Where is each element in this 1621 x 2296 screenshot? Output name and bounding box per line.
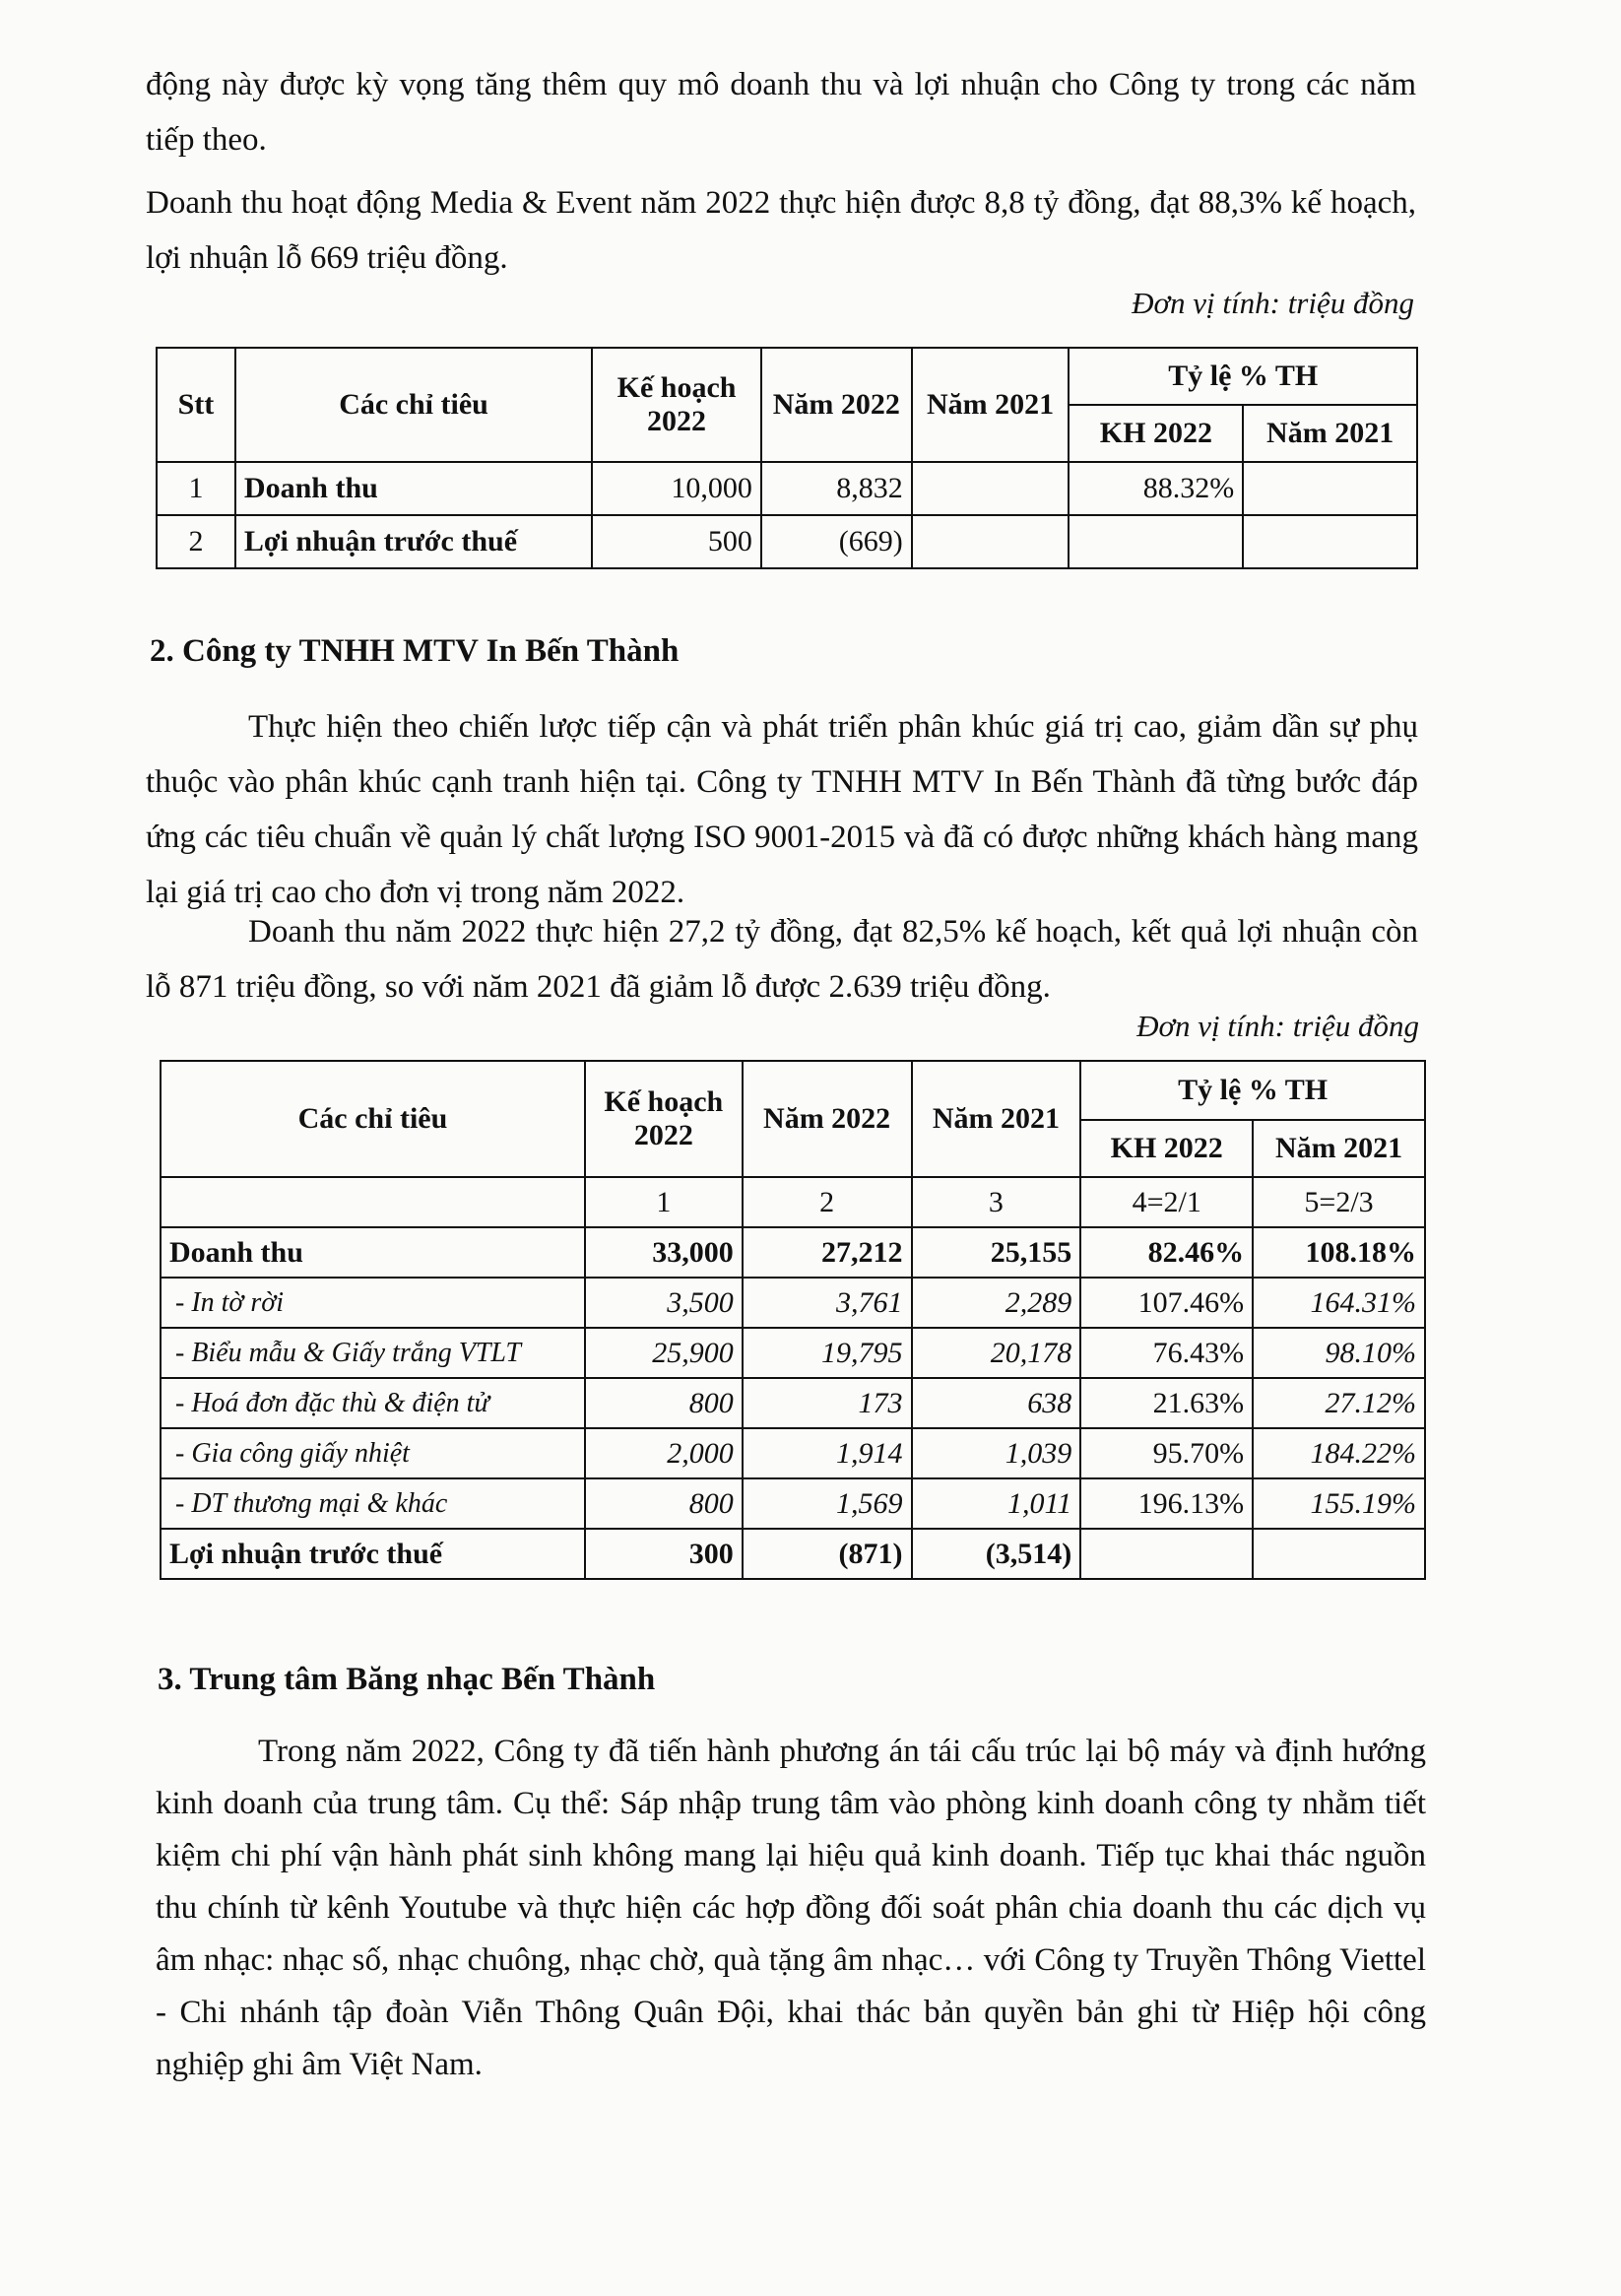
cell-plan: 33,000 (585, 1227, 743, 1278)
cell-year-2021: 2,289 (912, 1278, 1081, 1328)
header-nam-2021: Năm 2021 (1243, 405, 1417, 462)
intro-paragraph-2: Doanh thu hoạt động Media & Event năm 2022 thực hiện được 8,8 tỷ đồng, đạt 88,3% kế hoạch, lợi nhuận lỗ 669 triệu đồng. (146, 185, 1416, 276)
printing-company-table (160, 1060, 1426, 1580)
cell-2021-ratio (1243, 515, 1417, 568)
cell-year-2021 (912, 515, 1070, 568)
cell-year-2022: 27,212 (743, 1227, 912, 1278)
cell-indicator (161, 1177, 585, 1227)
cell-2021-ratio (1253, 1529, 1425, 1579)
section-2-paragraph-2: Doanh thu năm 2022 thực hiện 27,2 tỷ đồng, đạt 82,5% kế hoạch, kết quả lợi nhuận còn lỗ 871 triệu đồng, so với năm 2021 đã giảm lỗ được 2.639 triệu đồng. (146, 914, 1418, 1005)
header-indicator: Các chỉ tiêu (235, 348, 592, 462)
cell-year-2021: 1,011 (912, 1478, 1081, 1529)
header-ratio: Tỷ lệ % TH (1069, 348, 1417, 405)
cell-kh-ratio: 82.46% (1080, 1227, 1253, 1278)
table-row (161, 1428, 1425, 1478)
cell-kh-ratio: 95.70% (1080, 1428, 1253, 1478)
cell-kh-ratio: 88.32% (1069, 462, 1243, 515)
cell-year-2022: 19,795 (743, 1328, 912, 1378)
table-row (161, 1328, 1425, 1378)
table-row (157, 515, 1417, 568)
cell-index: 4=2/1 (1080, 1177, 1253, 1227)
section-2-paragraph-1: Thực hiện theo chiến lược tiếp cận và phát triển phân khúc giá trị cao, giảm dần sự phụ thuộc vào phân khúc cạnh tranh hiện tại. Công ty TNHH MTV In Bến Thành đã từng bước đáp ứng các tiêu chuẩn về quản lý chất lượng ISO 9001-2015 và đã có được những khách hàng mang lại giá trị cao cho đơn vị trong năm 2022. (146, 709, 1418, 910)
cell-plan: 800 (585, 1378, 743, 1428)
cell-plan: 2,000 (585, 1428, 743, 1478)
cell-2021-ratio: 98.10% (1253, 1328, 1425, 1378)
header-plan: Kế hoạch 2022 (585, 1061, 743, 1177)
header-year-2022: Năm 2022 (761, 348, 912, 462)
header-indicator: Các chỉ tiêu (161, 1061, 585, 1177)
header-nam-2021: Năm 2021 (1253, 1120, 1425, 1177)
header-kh-2022: KH 2022 (1069, 405, 1243, 462)
cell-indicator: - In tờ rời (161, 1278, 585, 1328)
cell-year-2022: (669) (761, 515, 912, 568)
cell-plan: 3,500 (585, 1278, 743, 1328)
header-plan: Kế hoạch 2022 (592, 348, 761, 462)
table-row (161, 1278, 1425, 1328)
intro-paragraph-1: động này được kỳ vọng tăng thêm quy mô doanh thu và lợi nhuận cho Công ty trong các năm tiếp theo. (146, 67, 1416, 158)
cell-indicator: Doanh thu (235, 462, 592, 515)
cell-year-2021: (3,514) (912, 1529, 1081, 1579)
cell-kh-ratio: 107.46% (1080, 1278, 1253, 1328)
cell-year-2022: 1,569 (743, 1478, 912, 1529)
header-stt: Stt (157, 348, 235, 462)
header-ratio: Tỷ lệ % TH (1080, 1061, 1425, 1120)
profit-row (161, 1529, 1425, 1579)
cell-stt: 1 (157, 462, 235, 515)
cell-kh-ratio: 76.43% (1080, 1328, 1253, 1378)
section-2-heading: 2. Công ty TNHH MTV In Bến Thành (150, 633, 680, 669)
cell-kh-ratio (1080, 1529, 1253, 1579)
cell-index: 1 (585, 1177, 743, 1227)
table-row (161, 1378, 1425, 1428)
header-kh-2022: KH 2022 (1080, 1120, 1253, 1177)
cell-index: 2 (743, 1177, 912, 1227)
cell-plan: 800 (585, 1478, 743, 1529)
cell-indicator: Doanh thu (161, 1227, 585, 1278)
cell-plan: 500 (592, 515, 761, 568)
header-year-2021: Năm 2021 (912, 348, 1070, 462)
cell-plan: 300 (585, 1529, 743, 1579)
cell-2021-ratio: 164.31% (1253, 1278, 1425, 1328)
cell-year-2022: 1,914 (743, 1428, 912, 1478)
cell-2021-ratio: 155.19% (1253, 1478, 1425, 1529)
cell-year-2021: 25,155 (912, 1227, 1081, 1278)
cell-2021-ratio: 184.22% (1253, 1428, 1425, 1478)
unit-note-1: Đơn vị tính: triệu đồng (1132, 286, 1414, 320)
media-event-table (156, 347, 1418, 569)
cell-year-2022: 3,761 (743, 1278, 912, 1328)
cell-indicator: - Gia công giấy nhiệt (161, 1428, 585, 1478)
revenue-row (161, 1227, 1425, 1278)
cell-2021-ratio: 27.12% (1253, 1378, 1425, 1428)
cell-kh-ratio: 196.13% (1080, 1478, 1253, 1529)
section-3-paragraph-1: Trong năm 2022, Công ty đã tiến hành phương án tái cấu trúc lại bộ máy và định hướng kinh doanh của trung tâm. Cụ thể: Sáp nhập trung tâm vào phòng kinh doanh công ty nhằm tiết kiệm chi phí vận hành phát sinh không mang lại hiệu quả kinh doanh. Tiếp tục khai thác nguồn thu chính từ kênh Youtube và thực hiện các hợp đồng đối soát phân chia doanh thu các dịch vụ âm nhạc: nhạc số, nhạc chuông, nhạc chờ, quà tặng âm nhạc… với Công ty Truyền Thông Viettel - Chi nhánh tập đoàn Viễn Thông Quân Đội, khai thác bản quyền bản ghi từ Hiệp hội công nghiệp ghi âm Việt Nam. (156, 1734, 1426, 2082)
index-row (161, 1177, 1425, 1227)
header-year-2021: Năm 2021 (912, 1061, 1081, 1177)
cell-year-2021: 20,178 (912, 1328, 1081, 1378)
cell-indicator: - DT thương mại & khác (161, 1478, 585, 1529)
cell-year-2021: 638 (912, 1378, 1081, 1428)
cell-kh-ratio: 21.63% (1080, 1378, 1253, 1428)
cell-index: 3 (912, 1177, 1081, 1227)
cell-indicator: - Hoá đơn đặc thù & điện tử (161, 1378, 585, 1428)
cell-year-2022: 173 (743, 1378, 912, 1428)
cell-plan: 25,900 (585, 1328, 743, 1378)
cell-year-2021 (912, 462, 1070, 515)
cell-plan: 10,000 (592, 462, 761, 515)
table-row (161, 1478, 1425, 1529)
section-3-heading: 3. Trung tâm Băng nhạc Bến Thành (158, 1662, 656, 1697)
table-row (157, 462, 1417, 515)
header-year-2022: Năm 2022 (743, 1061, 912, 1177)
cell-indicator: - Biểu mẫu & Giấy trắng VTLT (161, 1328, 585, 1378)
cell-indicator: Lợi nhuận trước thuế (161, 1529, 585, 1579)
cell-kh-ratio (1069, 515, 1243, 568)
unit-note-2: Đơn vị tính: triệu đồng (1136, 1009, 1419, 1043)
cell-2021-ratio: 108.18% (1253, 1227, 1425, 1278)
cell-indicator: Lợi nhuận trước thuế (235, 515, 592, 568)
cell-year-2021: 1,039 (912, 1428, 1081, 1478)
cell-year-2022: 8,832 (761, 462, 912, 515)
cell-year-2022: (871) (743, 1529, 912, 1579)
cell-index: 5=2/3 (1253, 1177, 1425, 1227)
cell-stt: 2 (157, 515, 235, 568)
cell-2021-ratio (1243, 462, 1417, 515)
